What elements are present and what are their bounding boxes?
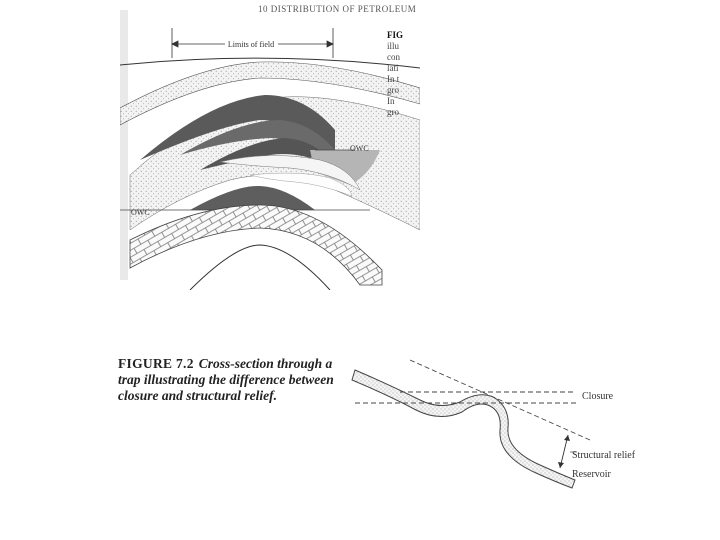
owc-label-right: OWC [350,144,369,153]
structural-relief-label: Structural relief [572,450,636,461]
caption-text: Cross-section through a trap illustrating the difference between closure and structural relief. [118,356,334,403]
right-column-fragments [387,30,417,125]
fragment: In t [387,74,400,84]
closure-label: Closure [582,391,614,402]
fragment: con [387,52,400,62]
owc-label-left: OWC [131,208,150,217]
fragment: gro [387,85,399,95]
fragment: FIG [387,30,404,40]
deep-fold-line [190,245,330,290]
figure-7-2-caption [118,356,358,404]
closure-structural-relief-diagram [340,340,680,500]
fragment: lati [387,63,399,73]
reservoir-bed [352,370,575,488]
running-head: 10 DISTRIBUTION OF PETROLEUM [258,4,417,14]
fragment: In [387,96,395,106]
fragment: gro [387,107,399,117]
fragment: illu [387,41,400,51]
limits-of-field-label: Limits of field [227,40,275,49]
reservoir-label: Reservoir [572,469,611,480]
figure-label: FIGURE 7.2 [118,356,194,371]
